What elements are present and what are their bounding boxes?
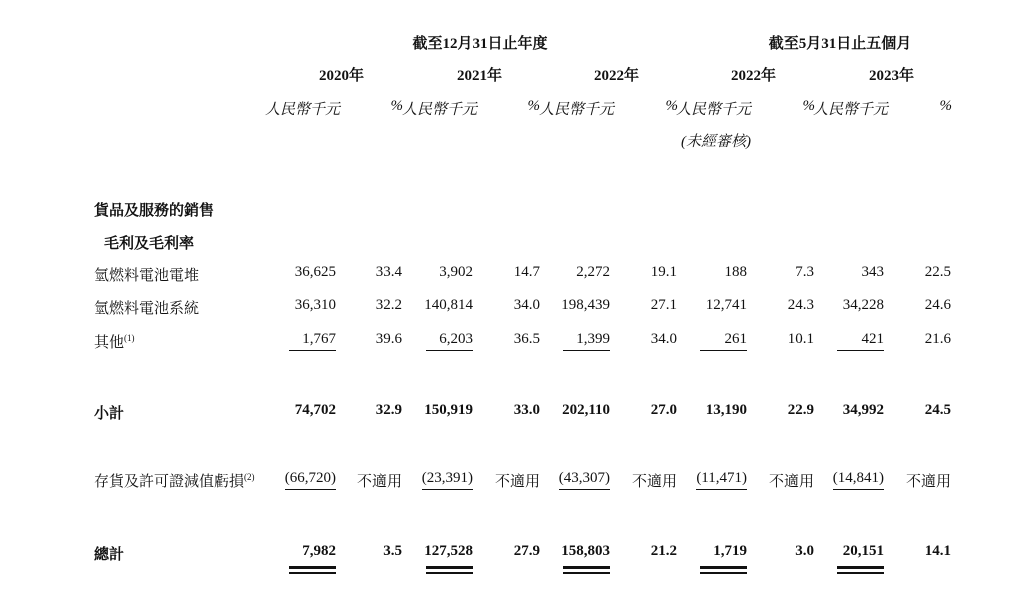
double-underline [289,566,336,569]
row-label [94,264,199,285]
percent-cell [901,331,951,348]
year-header-2022: 2022年 [593,68,639,84]
cell-value: 22.9 [787,402,814,418]
cell-value: 188 [724,264,747,280]
double-underline [563,572,610,574]
cell-value: 3.0 [795,543,814,559]
cell-value: 34,992 [842,402,884,418]
cell-value: 36,310 [294,297,336,313]
row-label-text: 總計 [94,547,125,563]
row-label [94,543,124,564]
cell-value: 13,190 [705,402,747,418]
row-label [94,331,135,352]
percent-cell [901,264,951,281]
percent-cell [901,402,951,419]
row-label-text: 氫燃料電池系統 [94,301,200,317]
period-header-full-year: 截至12月31日止年度 [412,36,548,52]
amount-cell [667,470,747,490]
unit-pct-2020: % [390,98,403,114]
amount-cell [393,470,473,490]
amount-cell [256,264,336,281]
cell-value: 39.6 [375,331,402,347]
cell-value: (66,720) [285,470,336,490]
row-label [94,470,255,491]
amount-cell [804,543,884,560]
double-underline [426,566,473,569]
cell-value: 14.7 [513,264,540,280]
cell-value: 421 [837,331,884,351]
row-label [94,297,199,318]
footnote-ref: (2) [244,472,255,482]
cell-value: 19.1 [650,264,677,280]
cell-value: 2,272 [576,264,610,280]
cell-value: (43,307) [559,470,610,490]
row-label [94,402,124,423]
amount-cell [256,402,336,419]
double-underline [700,566,747,569]
amount-cell [393,331,473,351]
double-underline [700,572,747,574]
cell-value: 6,203 [426,331,473,351]
cell-value: (23,391) [422,470,473,490]
unit-rmb-2022-5m: 人民幣千元 [675,102,751,118]
cell-value: 34,228 [842,297,884,313]
unit-pct-2022-5m: % [802,98,815,114]
percent-cell [901,543,951,560]
unit-rmb-2022: 人民幣千元 [538,102,614,118]
amount-cell [804,297,884,314]
cell-value: 1,399 [563,331,610,351]
row-label-text: 小計 [94,406,125,422]
cell-value: 261 [700,331,747,351]
period-header-five-months: 截至5月31日止五個月 [768,36,912,52]
cell-value: 不適用 [356,474,402,490]
cell-value: (14,841) [833,470,884,490]
section-subtitle: 毛利及毛利率 [104,236,195,252]
amount-cell [530,470,610,490]
cell-value: 20,151 [842,543,884,559]
amount-cell [393,402,473,419]
amount-cell [256,297,336,314]
percent-cell [901,297,951,314]
amount-cell [530,331,610,351]
amount-cell [804,402,884,419]
amount-cell [667,402,747,419]
unit-rmb-2020: 人民幣千元 [264,102,340,118]
amount-cell [530,297,610,314]
amount-cell [256,331,336,351]
cell-value: 10.1 [787,331,814,347]
cell-value: 33.0 [513,402,540,418]
cell-value: 24.5 [924,402,951,418]
cell-value: 21.2 [650,543,677,559]
amount-cell [804,331,884,351]
cell-value: 24.3 [787,297,814,313]
row-label-text: 其他 [94,335,125,351]
cell-value: 不適用 [631,474,677,490]
cell-value: 36,625 [294,264,336,280]
row-label-text: 存貨及許可證減值虧損 [94,474,245,490]
cell-value: 7.3 [795,264,814,280]
double-underline [563,566,610,569]
cell-value: 1,719 [713,543,747,559]
unit-pct-2023-5m: % [939,98,952,114]
cell-value: 74,702 [294,402,336,418]
amount-cell [530,543,610,560]
amount-cell [530,264,610,281]
double-underline [426,572,473,574]
amount-cell [393,543,473,560]
cell-value: 27.1 [650,297,677,313]
cell-value: 27.9 [513,543,540,559]
cell-value: 27.0 [650,402,677,418]
cell-value: 不適用 [494,474,540,490]
cell-value: 158,803 [561,543,610,559]
amount-cell [667,543,747,560]
cell-value: 34.0 [513,297,540,313]
amount-cell [667,264,747,281]
amount-cell [393,264,473,281]
cell-value: 24.6 [924,297,951,313]
cell-value: 33.4 [375,264,402,280]
cell-value: 1,767 [289,331,336,351]
amount-cell [393,297,473,314]
amount-cell [256,470,336,490]
unaudited-note: (未經審核) [681,134,751,150]
unit-rmb-2023-5m: 人民幣千元 [812,102,888,118]
footnote-ref: (1) [124,333,135,343]
double-underline [837,572,884,574]
amount-cell [530,402,610,419]
double-underline [837,566,884,569]
unit-pct-2021: % [527,98,540,114]
cell-value: 不適用 [768,474,814,490]
cell-value: 22.5 [924,264,951,280]
amount-cell [804,264,884,281]
cell-value: 7,982 [302,543,336,559]
cell-value: 343 [861,264,884,280]
double-underline [289,572,336,574]
cell-value: 140,814 [424,297,473,313]
cell-value: 32.9 [375,402,402,418]
amount-cell [804,470,884,490]
year-header-2020: 2020年 [318,68,364,84]
amount-cell [667,297,747,314]
cell-value: 34.0 [650,331,677,347]
cell-value: 3,902 [439,264,473,280]
cell-value: 21.6 [924,331,951,347]
cell-value: (11,471) [696,470,747,490]
cell-value: 198,439 [561,297,610,313]
percent-cell [901,470,951,491]
cell-value: 12,741 [705,297,747,313]
cell-value: 3.5 [383,543,402,559]
year-header-2021: 2021年 [456,68,502,84]
year-header-2022-5m: 2022年 [730,68,776,84]
amount-cell [256,543,336,560]
cell-value: 32.2 [375,297,402,313]
cell-value: 127,528 [424,543,473,559]
amount-cell [667,331,747,351]
section-title: 貨品及服務的銷售 [94,203,215,219]
row-label-text: 氫燃料電池電堆 [94,268,200,284]
unit-pct-2022: % [665,98,678,114]
cell-value: 36.5 [513,331,540,347]
cell-value: 14.1 [924,543,951,559]
cell-value: 不適用 [905,474,951,490]
unit-rmb-2021: 人民幣千元 [401,102,477,118]
year-header-2023-5m: 2023年 [868,68,914,84]
cell-value: 202,110 [562,402,610,418]
cell-value: 150,919 [424,402,473,418]
